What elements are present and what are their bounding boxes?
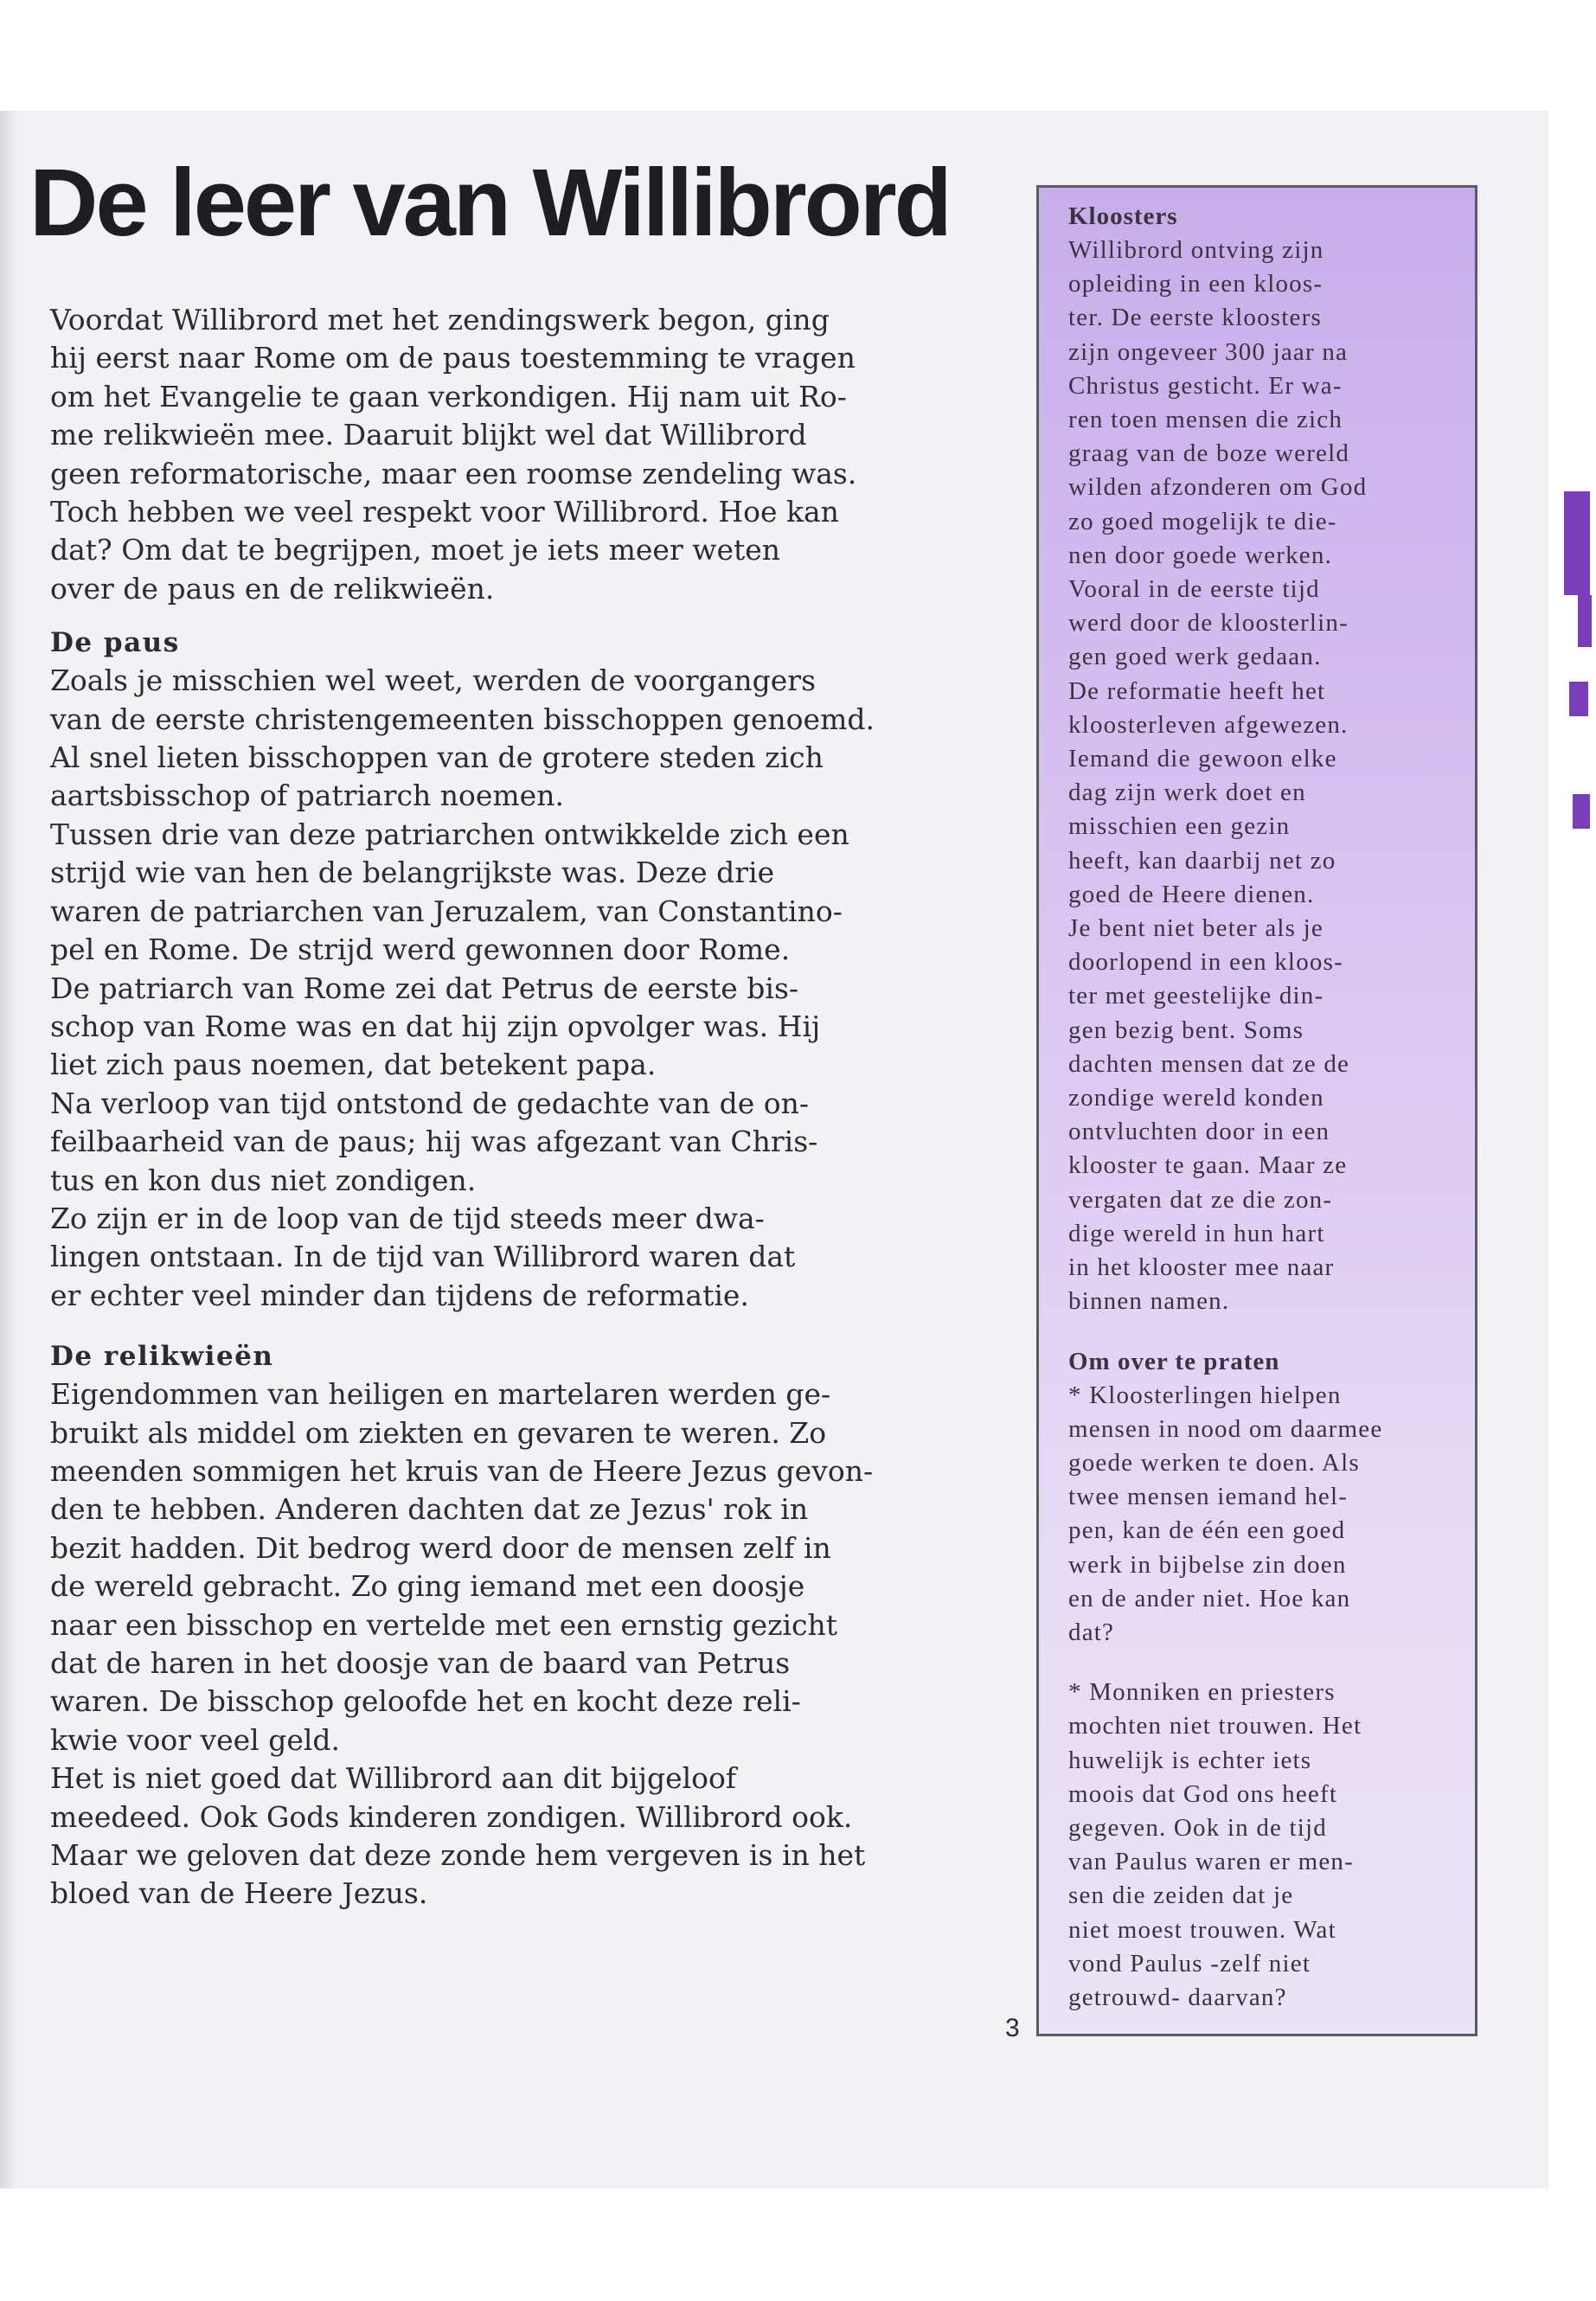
text-line: liet zich paus noemen, dat betekent papa. — [50, 1048, 657, 1082]
sidebar-line: goed de Heere dienen. — [1068, 880, 1315, 908]
sidebar-line: gen goed werk gedaan. — [1068, 643, 1322, 671]
scan-bottom-margin — [0, 2189, 1596, 2301]
page-title: De leer van Willibrord — [29, 150, 950, 256]
text-line: lingen ontstaan. In de tijd van Willibrord waren dat — [50, 1240, 796, 1274]
sidebar-line: huwelijk is echter iets — [1068, 1746, 1312, 1774]
text-line: Maar we geloven dat deze zonde hem vergeven is in het — [50, 1838, 866, 1873]
edge-color-mark — [1578, 595, 1592, 647]
sidebar-line: dat? — [1068, 1618, 1115, 1646]
sidebar-line: mensen in nood om daarmee — [1068, 1414, 1383, 1443]
text-line: dat de haren in het doosje van de baard van Petrus — [50, 1646, 791, 1680]
sidebar-line: Je bent niet beter als je — [1068, 914, 1324, 943]
text-line: de wereld gebracht. Zo ging iemand met een doosje — [50, 1569, 805, 1604]
text-line: strijd wie van hen de belangrijkste was. Deze drie — [50, 856, 775, 890]
text-line: feilbaarheid van de paus; hij was afgezant van Chris- — [50, 1125, 818, 1159]
text-line: Het is niet goed dat Willibrord aan dit bijgeloof — [50, 1761, 737, 1796]
intro-paragraph — [50, 301, 950, 608]
sidebar-line: graag van de boze wereld — [1068, 439, 1350, 468]
section-heading: De paus — [50, 627, 180, 659]
text-line: tus en kon dus niet zondigen. — [50, 1163, 477, 1197]
book-spine-edge — [0, 111, 16, 2189]
sidebar-line: * Kloosterlingen hielpen — [1068, 1381, 1342, 1409]
text-line: Al snel lieten bisschoppen van de grotere steden zich — [50, 740, 824, 775]
sidebar-line: opleiding in een kloos- — [1068, 270, 1324, 298]
sidebar-line: * Monniken en priesters — [1068, 1678, 1336, 1707]
text-line: naar een bisschop en vertelde met een ernstig gezicht — [50, 1607, 838, 1642]
sidebar-line: ter met geestelijke din- — [1068, 982, 1324, 1010]
sidebar-line: niet moest trouwen. Wat — [1068, 1915, 1336, 1944]
sidebar-line: werd door de kloosterlin- — [1068, 609, 1349, 638]
sidebar-line: gegeven. Ook in de tijd — [1068, 1813, 1328, 1842]
sidebar-line: getrouwd- daarvan? — [1068, 1983, 1287, 2011]
sidebar-line: van Paulus waren er men- — [1068, 1848, 1354, 1876]
text-line: over de paus en de relikwieën. — [50, 571, 495, 606]
text-line: Na verloop van tijd ontstond de gedachte van de on- — [50, 1086, 810, 1120]
sidebar-line: twee mensen iemand hel- — [1068, 1483, 1349, 1511]
sidebar-line: en de ander niet. Hoe kan — [1068, 1584, 1351, 1612]
sidebar-line: heeft, kan daarbij net zo — [1068, 846, 1336, 875]
sidebar-line: vergaten dat ze die zon- — [1068, 1185, 1333, 1214]
page-number: 3 — [1005, 2014, 1020, 2042]
text-line: Toch hebben we veel respekt voor Willibrord. Hoe kan — [50, 495, 839, 529]
sidebar-line: kloosterleven afgewezen. — [1068, 710, 1349, 739]
text-line: bruikt als middel om ziekten en gevaren te weren. Zo — [50, 1415, 827, 1450]
sidebar-line: Vooral in de eerste tijd — [1068, 575, 1320, 604]
section-relikwieen — [50, 1337, 950, 1913]
sidebar-line: ontvluchten door in een — [1068, 1118, 1330, 1146]
sidebar-line: dachten mensen dat ze de — [1068, 1049, 1350, 1078]
sidebar-line: zo goed mogelijk te die- — [1068, 507, 1337, 535]
sidebar-line: Iemand die gewoon elke — [1068, 745, 1337, 773]
sidebar-line: nen door goede werken. — [1068, 541, 1333, 569]
text-line: meenden sommigen het kruis van de Heere Jezus gevon- — [50, 1453, 874, 1488]
text-line: schop van Rome was en dat hij zijn opvolger was. Hij — [50, 1009, 821, 1043]
sidebar-line: moois dat God ons heeft — [1068, 1779, 1338, 1808]
sidebar-line: De reformatie heeft het — [1068, 676, 1326, 705]
text-line: om het Evangelie te gaan verkondigen. Hij nam uit Ro- — [50, 379, 847, 413]
sidebar-line: ter. De eerste kloosters — [1068, 304, 1322, 332]
text-line: den te hebben. Anderen dachten dat ze Jezus' rok in — [50, 1492, 809, 1527]
section-paus — [50, 624, 950, 1315]
scan-top-margin — [0, 0, 1596, 111]
edge-color-mark — [1569, 682, 1588, 716]
sidebar-line: pen, kan de één een goed — [1068, 1516, 1346, 1545]
sidebar-line: vond Paulus -zelf niet — [1068, 1949, 1311, 1977]
sidebar-line: in het klooster mee naar — [1068, 1253, 1335, 1282]
text-line: meedeed. Ook Gods kinderen zondigen. Willibrord ook. — [50, 1799, 853, 1834]
sidebar-line: zijn ongeveer 300 jaar na — [1068, 337, 1349, 366]
text-line: Zoals je misschien wel weet, werden de voorgangers — [50, 663, 817, 698]
text-line: geen reformatorische, maar een roomse zendeling was. — [50, 456, 857, 490]
text-line: bloed van de Heere Jezus. — [50, 1876, 428, 1911]
text-line: Voordat Willibrord met het zendingswerk begon, ging — [50, 303, 830, 336]
text-line: Tussen drie van deze patriarchen ontwikkelde zich een — [50, 817, 849, 851]
sidebar-line: gen bezig bent. Soms — [1068, 1016, 1304, 1044]
sidebar-line: doorlopend in een kloos- — [1068, 948, 1343, 977]
text-line: kwie voor veel geld. — [50, 1722, 341, 1757]
edge-color-mark — [1564, 491, 1590, 595]
text-line: waren. De bisschop geloofde het en kocht deze reli- — [50, 1684, 801, 1719]
text-line: aartsbisschop of patriarch noemen. — [50, 779, 564, 813]
sidebar-line: Willibrord ontving zijn — [1068, 236, 1324, 264]
text-line: pel en Rome. De strijd werd gewonnen door Rome. — [50, 933, 791, 967]
sidebar-line: sen die zeiden dat je — [1068, 1881, 1294, 1910]
sidebar-line: zondige wereld konden — [1068, 1084, 1324, 1112]
text-line: hij eerst naar Rome om de paus toestemming te vragen — [50, 341, 856, 375]
sidebar-line: dige wereld in hun hart — [1068, 1219, 1325, 1247]
edge-color-mark — [1573, 794, 1590, 829]
text-line: er echter veel minder dan tijdens de reformatie. — [50, 1278, 749, 1312]
text-line: dat? Om dat te begrijpen, moet je iets meer weten — [50, 533, 781, 567]
sidebar-heading-praten: Om over te praten — [1068, 1347, 1280, 1375]
sidebar-line: werk in bijbelse zin doen — [1068, 1550, 1347, 1579]
section-heading: De relikwieën — [50, 1341, 274, 1373]
sidebar-line: misschien een gezin — [1068, 812, 1291, 841]
sidebar-line: klooster te gaan. Maar ze — [1068, 1151, 1348, 1180]
sidebar-heading-kloosters: Kloosters — [1068, 202, 1178, 230]
right-page-edge — [1548, 111, 1596, 2189]
sidebar-line: ren toen mensen die zich — [1068, 406, 1343, 434]
text-line: Eigendommen van heiligen en martelaren werden ge- — [50, 1377, 831, 1412]
text-line: me relikwieën mee. Daaruit blijkt wel dat Willibrord — [50, 418, 807, 452]
text-line: Zo zijn er in de loop van de tijd steeds meer dwa- — [50, 1201, 765, 1235]
sidebar-line: Christus gesticht. Er wa- — [1068, 371, 1343, 400]
main-text-column — [50, 301, 950, 1913]
sidebar-line: mochten niet trouwen. Het — [1068, 1712, 1362, 1740]
sidebar-line: goede werken te doen. Als — [1068, 1448, 1360, 1477]
text-line: waren de patriarchen van Jeruzalem, van Constantino- — [50, 894, 843, 928]
sidebar-line: dag zijn werk doet en — [1068, 779, 1306, 807]
text-line: De patriarch van Rome zei dat Petrus de eerste bis- — [50, 971, 799, 1005]
text-line: bezit hadden. Dit bedrog werd door de mensen zelf in — [50, 1530, 831, 1565]
sidebar-box — [1036, 185, 1477, 2036]
text-line: van de eerste christengemeenten bisschoppen genoemd. — [50, 702, 875, 736]
sidebar-line: wilden afzonderen om God — [1068, 473, 1368, 502]
sidebar-line: binnen namen. — [1068, 1287, 1230, 1316]
